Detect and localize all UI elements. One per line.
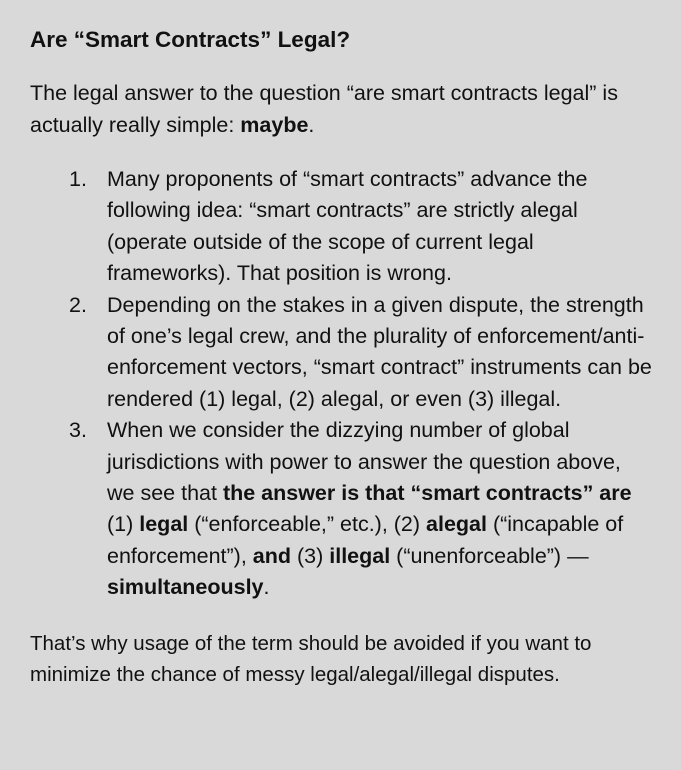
list-item-3 [69, 415, 653, 603]
bold-word-illegal: illegal [329, 543, 391, 568]
numbered-list [30, 164, 653, 604]
list-item-text: Depending on the stakes in a given dispute, the strength of one’s legal crew, and the plurality of enforcement/anti-enforcement vectors, “smart contract” instruments can be rendered (1) legal, (2) alegal, or even (3) illegal. [107, 292, 652, 411]
intro-text: The legal answer to the question “are smart contracts legal” is actually really simple: [30, 81, 618, 137]
list-item-text: . [263, 575, 270, 600]
list-item-text: (3) [291, 543, 330, 568]
closing-paragraph: That’s why usage of the term should be avoided if you want to minimize the chance of messy legal/alegal/illegal disputes. [30, 631, 592, 687]
bold-word-alegal: alegal [426, 512, 487, 537]
bold-word-and: and [252, 543, 292, 568]
list-item-text: When we consider the dizzying number of global jurisdictions with power to answer the question above, we see that [107, 418, 621, 506]
list-number: 3. [69, 418, 87, 443]
bold-word-simultaneously: simultaneously [107, 575, 264, 600]
document-title: Are “Smart Contracts” Legal? [30, 27, 351, 52]
bold-phrase: the answer is that “smart contracts” are [222, 481, 632, 506]
list-item-1 [69, 164, 653, 290]
bold-word-legal: legal [139, 512, 189, 537]
list-number: 2. [69, 292, 87, 317]
list-item-text: (“unenforceable”) — [390, 543, 589, 568]
list-item-text: (“enforceable,” etc.), (2) [188, 512, 427, 537]
list-item-text: Many proponents of “smart contracts” advance the following idea: “smart contracts” are strictly alegal (operate outside of the scope of current legal frameworks). That position is wrong. [107, 167, 588, 286]
intro-end: . [308, 112, 315, 137]
list-item-text: (“incapable of enforcement”), [107, 512, 624, 568]
list-item-2 [69, 290, 653, 416]
intro-paragraph [30, 78, 653, 141]
intro-bold-answer: maybe [240, 112, 309, 137]
list-number: 1. [69, 167, 87, 191]
list-item-text: (1) [107, 512, 140, 537]
